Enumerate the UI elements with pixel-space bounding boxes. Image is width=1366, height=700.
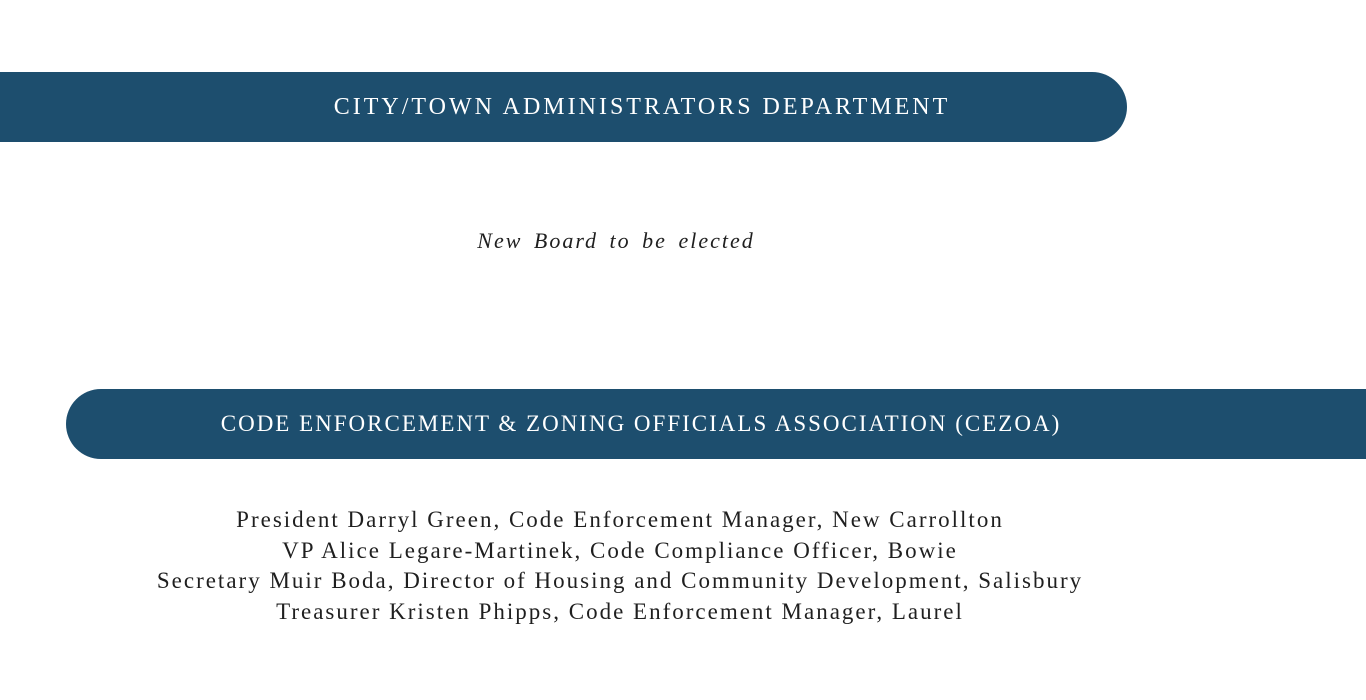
officer-line-treasurer: Treasurer Kristen Phipps, Code Enforcement Manager, Laurel bbox=[276, 598, 964, 624]
officer-list bbox=[0, 505, 1240, 627]
department-section-title: CITY/TOWN ADMINISTRATORS DEPARTMENT bbox=[333, 93, 951, 120]
officer-line-vp: VP Alice Legare-Martinek, Code Compliance Officer, Bowie bbox=[282, 537, 958, 563]
association-section-title: CODE ENFORCEMENT & ZONING OFFICIALS ASSOCIATION (CEZOA) bbox=[220, 411, 1062, 436]
officer-line-secretary: Secretary Muir Boda, Director of Housing and Community Development, Salisbury bbox=[156, 568, 1084, 593]
department-section-banner bbox=[0, 72, 1127, 142]
officer-line-president: President Darryl Green, Code Enforcement Manager, New Carrollton bbox=[236, 507, 1004, 532]
board-election-note: New Board to be elected bbox=[477, 228, 755, 253]
association-section-banner bbox=[66, 389, 1366, 459]
